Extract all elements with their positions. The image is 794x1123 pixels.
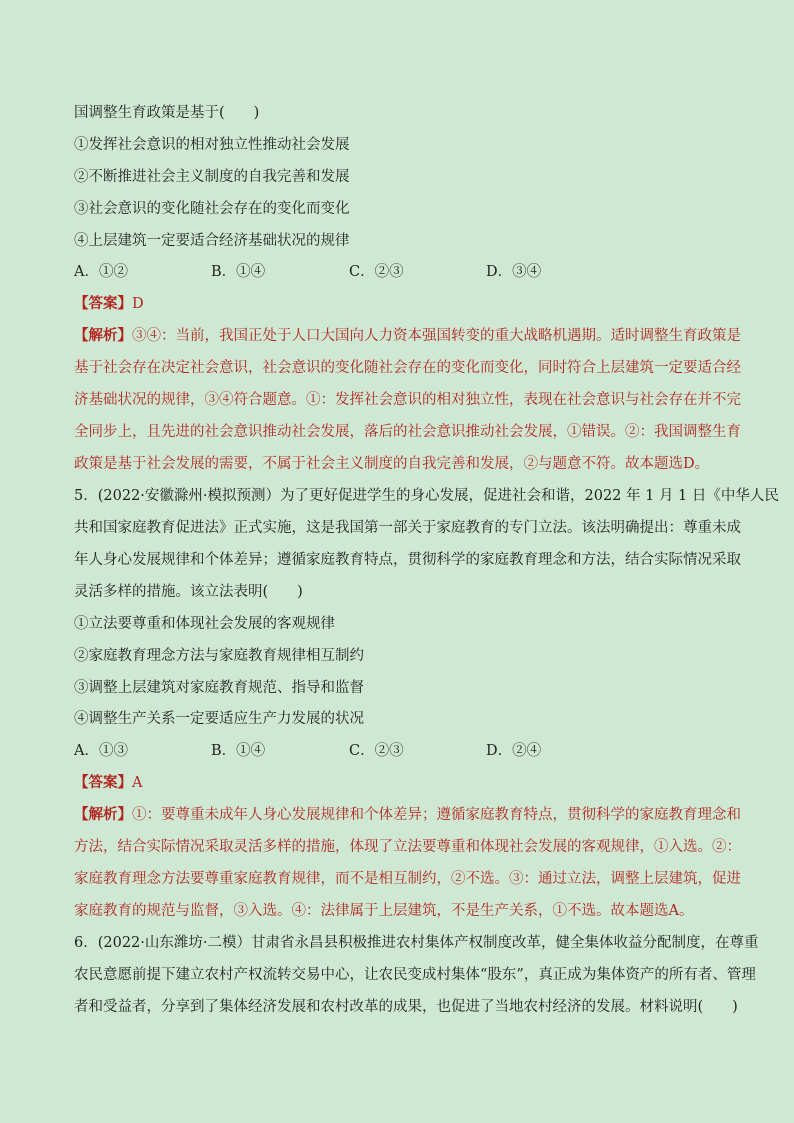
answer-value: A bbox=[132, 775, 143, 791]
q5-option-b: B．①④ bbox=[211, 743, 266, 759]
q4-option-a: A．①② bbox=[74, 264, 128, 280]
q5-analysis-line-2: 方法，结合实际情况采取灵活多样的措施，体现了立法要尊重和体现社会发展的客观规律，①入选。②： bbox=[74, 839, 741, 855]
q5-option-d: D．②④ bbox=[486, 743, 542, 759]
q5-analysis-line-4: 家庭教育的规范与监督，③入选。④：法律属于上层建筑，不是生产关系，①不选。故本题选A。 bbox=[74, 903, 694, 919]
q5-item-3: ③调整上层建筑对家庭教育规范、指导和监督 bbox=[74, 680, 364, 696]
q4-item-4: ④上层建筑一定要适合经济基础状况的规律 bbox=[74, 233, 350, 249]
q6-stem-line-1: 6．(2022·山东潍坊·二模）甘肃省永昌县积极推进农村集体产权制度改革，健全集体收益分配制度，在尊重 bbox=[74, 935, 759, 951]
analysis-text: ③④：当前，我国正处于人口大国向人力资本强国转变的重大战略机遇期。适时调整生育政策是 bbox=[132, 328, 741, 344]
analysis-label: 【解析】 bbox=[74, 806, 132, 823]
q5-answer bbox=[74, 773, 142, 793]
q5-stem-line-4: 灵活多样的措施。该立法表明( ) bbox=[74, 584, 303, 600]
analysis-text: ①：要尊重未成年人身心发展规律和个体差异；遵循家庭教育特点，贯彻科学的家庭教育理念和 bbox=[132, 807, 741, 823]
q5-item-4: ④调整生产关系一定要适应生产力发展的状况 bbox=[74, 711, 364, 727]
q5-analysis-line-1 bbox=[74, 805, 741, 825]
answer-value: D bbox=[132, 296, 144, 312]
q4-analysis-line-4: 全同步上，且先进的社会意识推动社会发展，落后的社会意识推动社会发展，①错误。②：我国调整生育 bbox=[74, 424, 741, 440]
analysis-label: 【解析】 bbox=[74, 327, 132, 344]
q5-stem-line-2: 共和国家庭教育促进法》正式实施，这是我国第一部关于家庭教育的专门立法。该法明确提出：尊重未成 bbox=[74, 520, 741, 536]
q4-item-1: ①发挥社会意识的相对独立性推动社会发展 bbox=[74, 137, 350, 153]
answer-label: 【答案】 bbox=[74, 774, 132, 791]
q4-stem-tail: 国调整生育政策是基于( ) bbox=[74, 105, 260, 121]
q4-item-3: ③社会意识的变化随社会存在的变化而变化 bbox=[74, 201, 350, 217]
q4-option-d: D．③④ bbox=[486, 264, 542, 280]
q4-answer bbox=[74, 294, 144, 314]
q5-item-2: ②家庭教育理念方法与家庭教育规律相互制约 bbox=[74, 648, 364, 664]
q5-option-c: C．②③ bbox=[349, 743, 404, 759]
answer-label: 【答案】 bbox=[74, 295, 132, 312]
q5-stem-line-1: 5．(2022·安徽滁州·模拟预测）为了更好促进学生的身心发展，促进社会和谐，2022 年 1 月 1 日《中华人民 bbox=[74, 488, 779, 504]
q5-analysis-line-3: 家庭教育理念方法要尊重家庭教育规律，而不是相互制约，②不选。③：通过立法，调整上层建筑，促进 bbox=[74, 871, 741, 887]
q4-option-c: C．②③ bbox=[349, 264, 404, 280]
q4-item-2: ②不断推进社会主义制度的自我完善和发展 bbox=[74, 169, 350, 185]
q4-analysis-line-3: 济基础状况的规律，③④符合题意。①：发挥社会意识的相对独立性，表现在社会意识与社会存在并不完 bbox=[74, 392, 741, 408]
q5-stem-line-3: 年人身心发展规律和个体差异；遵循家庭教育特点，贯彻科学的家庭教育理念和方法，结合实际情况采取 bbox=[74, 552, 741, 568]
q6-stem-line-3: 者和受益者，分享到了集体经济发展和农村改革的成果，也促进了当地农村经济的发展。材料说明( ) bbox=[74, 999, 738, 1015]
q4-analysis-line-5: 政策是基于社会发展的需要，不属于社会主义制度的自我完善和发展，②与题意不符。故本题选D。 bbox=[74, 456, 710, 472]
q5-item-1: ①立法要尊重和体现社会发展的客观规律 bbox=[74, 616, 335, 632]
q4-analysis-line-2: 基于社会存在决定社会意识，社会意识的变化随社会存在的变化而变化，同时符合上层建筑一定要适合经 bbox=[74, 360, 741, 376]
q5-option-a: A．①③ bbox=[74, 743, 128, 759]
q4-option-b: B．①④ bbox=[211, 264, 266, 280]
q6-stem-line-2: 农民意愿前提下建立农村产权流转交易中心，让农民变成村集体“股东”，真正成为集体资产的所有者、管理 bbox=[74, 967, 756, 983]
q4-analysis-line-1 bbox=[74, 326, 741, 346]
